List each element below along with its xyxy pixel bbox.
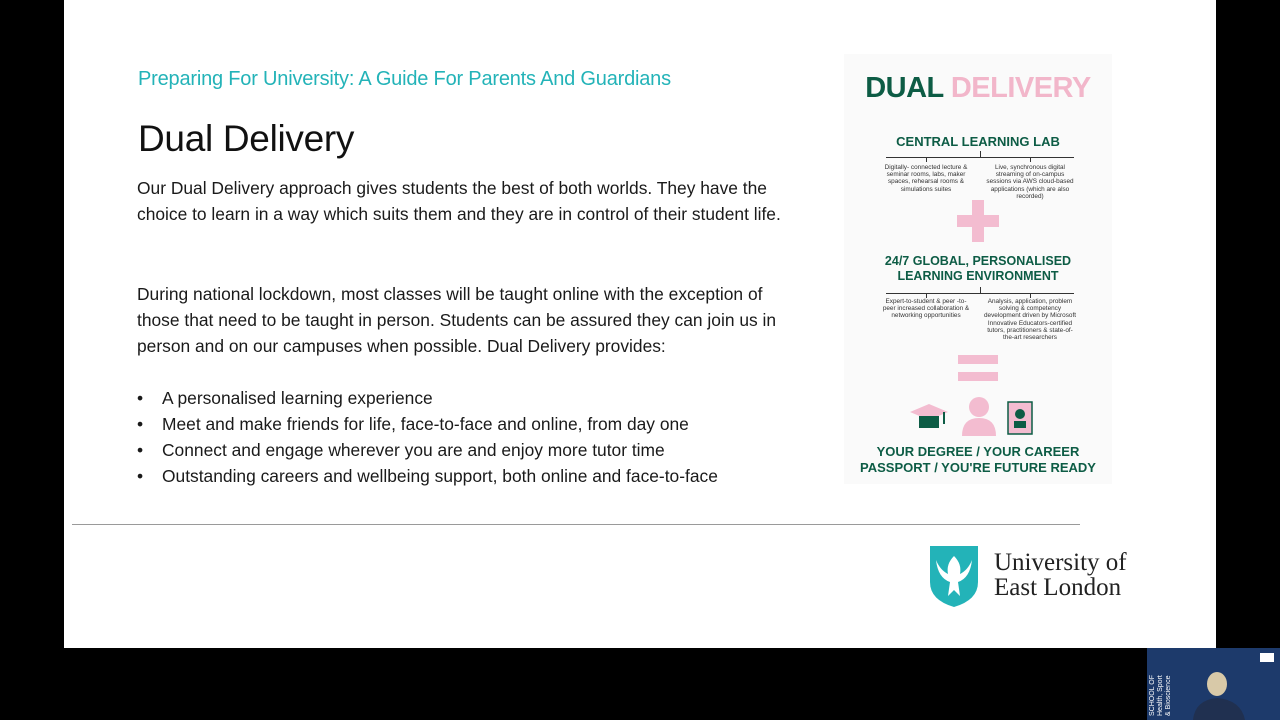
footer-divider: [72, 524, 1080, 525]
equals-icon-bar: [958, 372, 998, 381]
central-learning-lab-heading: CENTRAL LEARNING LAB: [896, 134, 1060, 149]
list-item-text: A personalised learning experience: [162, 388, 433, 408]
bullet-icon: •: [137, 414, 144, 434]
passport-icon: [1006, 400, 1034, 436]
slide-title: Dual Delivery: [138, 118, 355, 159]
list-item: [137, 411, 718, 437]
list-item-text: Meet and make friends for life, face-to-face and online, from day one: [162, 414, 689, 434]
graduation-cap-icon: [908, 400, 950, 436]
list-item-text: Outstanding careers and wellbeing support, both online and face-to-face: [162, 466, 718, 486]
webcam-school-line2: Health, Sport: [1157, 675, 1164, 716]
result-text: [844, 444, 1112, 476]
list-item-text: Connect and engage wherever you are and enjoy more tutor time: [162, 440, 665, 460]
list-item: [137, 385, 718, 411]
plus-icon-bar: [957, 215, 999, 227]
section2-connector: [886, 287, 1074, 297]
infographic-title: [844, 72, 1112, 105]
section1-left-text: Digitally- connected lecture & seminar rooms, labs, maker spaces, rehearsal rooms & simulations suites: [884, 164, 968, 193]
section1-right-text: Live, synchronous digital streaming of on-campus sessions via AWS cloud-based applications (which are also recorded): [986, 164, 1074, 200]
lockdown-paragraph: During national lockdown, most classes will be taught online with the exception of those that need to be taught in person. Students can be assured they can join us in person and on our campuses when possible. Dual Delivery provides:: [137, 284, 777, 356]
global-environment-heading: [844, 254, 1112, 284]
bullet-icon: •: [137, 466, 144, 486]
bullet-icon: •: [137, 440, 144, 460]
university-name-line2: East London: [994, 574, 1122, 601]
slide-subtitle: Preparing For University: A Guide For Parents And Guardians: [138, 68, 671, 90]
section1-connector: [886, 151, 1074, 161]
university-name-line1: University of: [994, 549, 1127, 576]
dual-delivery-infographic: [844, 54, 1112, 484]
infographic-title-dark: DUAL: [865, 72, 944, 104]
section2-left-text: Expert-to-student & peer -to-peer increased collaboration & networking opportunities: [882, 298, 970, 320]
bullet-icon: •: [137, 388, 144, 408]
webcam-logo-badge: [1260, 653, 1274, 662]
global-environment-heading-line2: LEARNING ENVIRONMENT: [897, 269, 1059, 283]
webcam-school-line3: & Bioscience: [1165, 675, 1172, 716]
infographic-title-pink: DELIVERY: [950, 72, 1091, 104]
section2-right-text: Analysis, application, problem solving & competency development driven by Microsoft Innovative Educators-certified tutors, practitioners & state-of-the-art researchers: [984, 298, 1076, 342]
list-item: [137, 463, 718, 489]
university-name: [994, 550, 1127, 600]
benefits-list: [137, 385, 718, 489]
intro-paragraph: Our Dual Delivery approach gives students the best of both worlds. They have the choice to learn in a way which suits them and they are in control of their student life.: [137, 178, 781, 224]
person-icon: [960, 396, 998, 436]
equals-icon: [958, 355, 998, 364]
webcam-school-line1: SCHOOL OF: [1149, 675, 1156, 716]
university-crest-icon: [928, 544, 980, 608]
result-text-line1: YOUR DEGREE / YOUR CAREER: [876, 444, 1080, 459]
webcam-school-label: [1149, 675, 1173, 716]
list-item: [137, 437, 718, 463]
global-environment-heading-line1: 24/7 GLOBAL, PERSONALISED: [884, 254, 1072, 268]
result-text-line2: PASSPORT / YOU'RE FUTURE READY: [860, 460, 1096, 475]
presenter-avatar: [1187, 666, 1257, 720]
